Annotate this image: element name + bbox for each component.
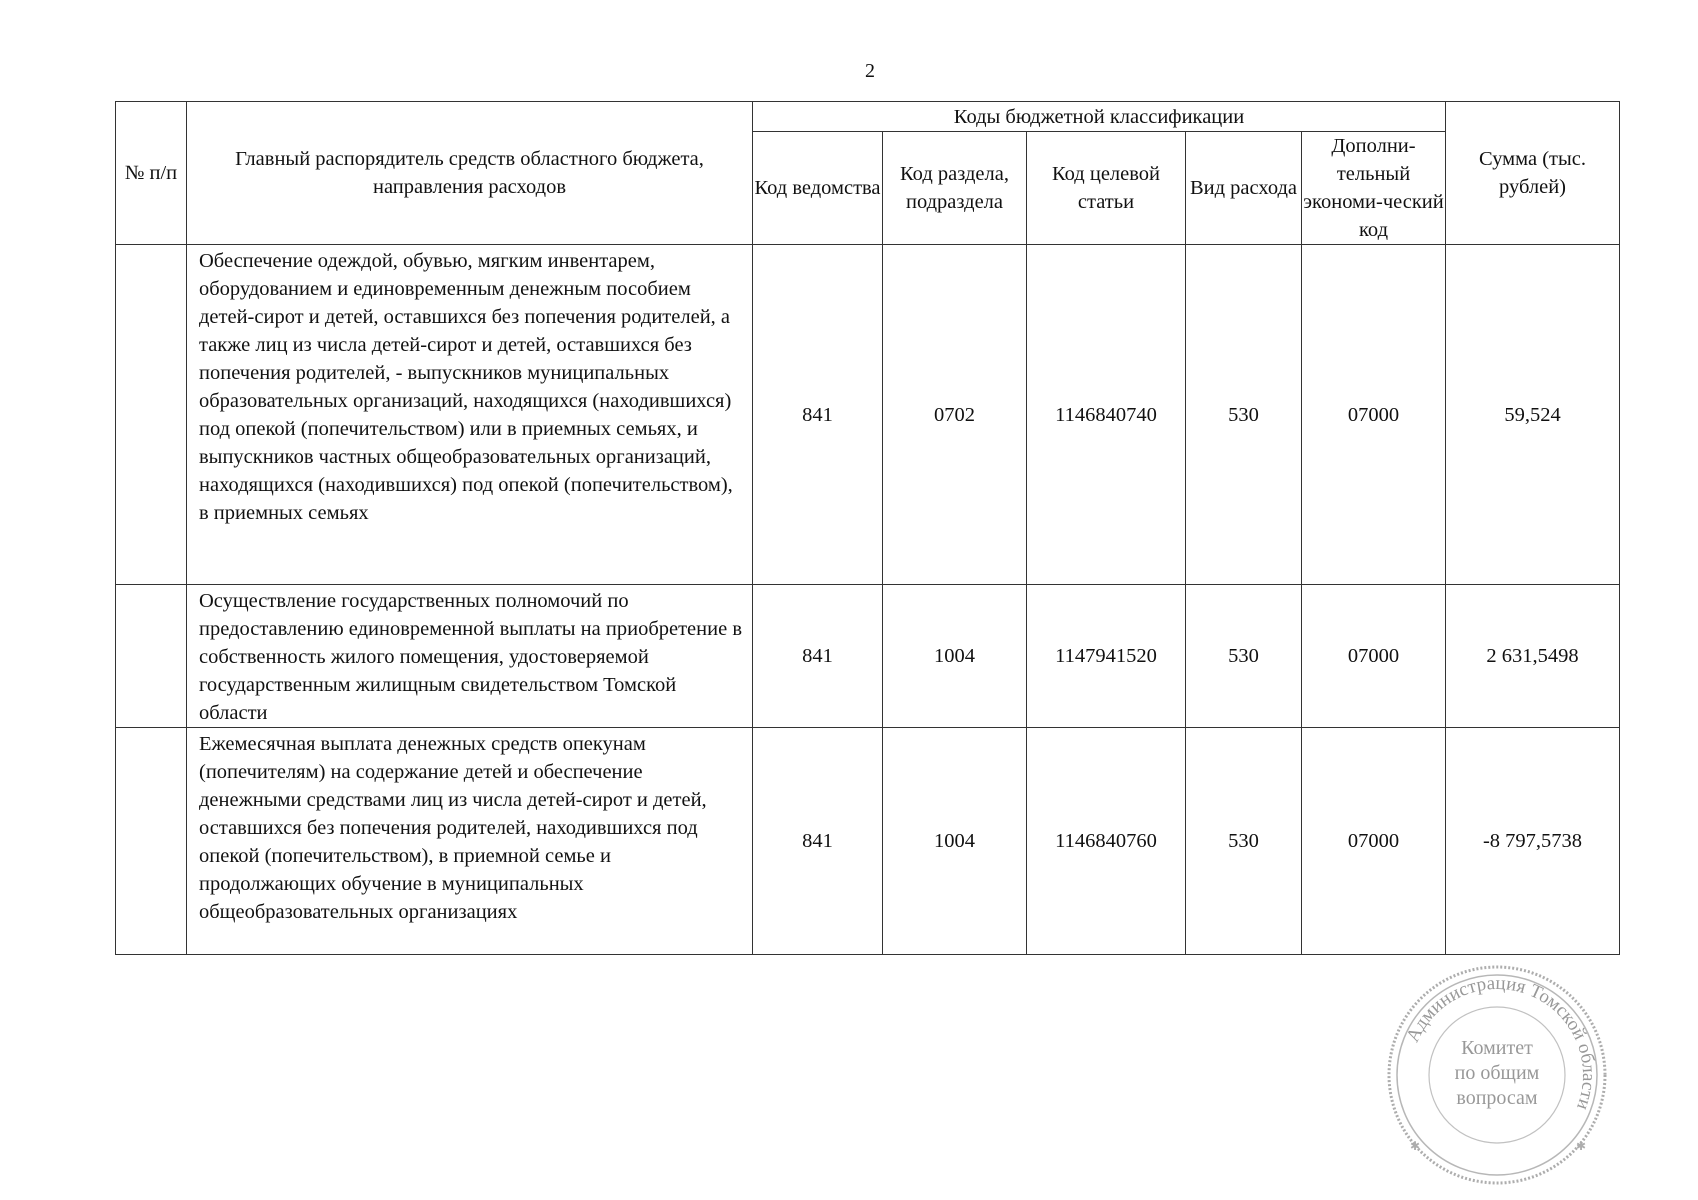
- budget-table: [115, 101, 1620, 955]
- header-num: № п/п: [116, 102, 187, 245]
- cell-sum: 2 631,5498: [1446, 585, 1620, 728]
- cell-dept-code: 841: [753, 728, 883, 955]
- table-row: [116, 728, 1620, 955]
- stamp-center-line-1: Комитет: [1461, 1037, 1533, 1059]
- cell-section-code: 1004: [883, 728, 1027, 955]
- cell-description: Обеспечение одеждой, обувью, мягким инвентарем, оборудованием и единовременным денежным пособием детей-сирот и детей, оставшихся без попечения родителей, а также лиц из числа детей-сирот и детей, оставшихся без попечения родителей, - выпускников муниципальных образовательных организаций, находящихся (находившихся) под опекой (попечительством) или в приемных семьях, и выпускников частных общеобразовательных организаций, находящихся (находившихся) под опекой (попечительством), в приемных семьях: [187, 245, 753, 585]
- cell-target-code: 1146840760: [1027, 728, 1186, 955]
- cell-sum: 59,524: [1446, 245, 1620, 585]
- cell-description: Ежемесячная выплата денежных средств опекунам (попечителям) на содержание детей и обеспечение денежными средствами лиц из числа детей-сирот и детей, оставшихся без попечения родителей, находившихся под опекой (попечительством), в приемной семье и продолжающих обучение в муниципальных общеобразовательных организациях: [187, 728, 753, 955]
- header-target-code: Код целевой статьи: [1027, 132, 1186, 245]
- cell-expense-type: 530: [1186, 728, 1302, 955]
- cell-expense-type: 530: [1186, 585, 1302, 728]
- cell-econ-code: 07000: [1302, 245, 1446, 585]
- cell-dept-code: 841: [753, 245, 883, 585]
- header-section-code: Код раздела, подраздела: [883, 132, 1027, 245]
- official-stamp: [1382, 960, 1612, 1190]
- table-row: [116, 245, 1620, 585]
- stamp-ring-text: Администрация Томской области: [1402, 972, 1600, 1113]
- cell-dept-code: 841: [753, 585, 883, 728]
- cell-num: [116, 245, 187, 585]
- stamp-center-line-2: по общим: [1454, 1062, 1540, 1084]
- page-number: 2: [865, 60, 875, 82]
- cell-section-code: 0702: [883, 245, 1027, 585]
- cell-num: [116, 728, 187, 955]
- cell-target-code: 1147941520: [1027, 585, 1186, 728]
- header-row: [116, 102, 1620, 132]
- cell-section-code: 1004: [883, 585, 1027, 728]
- header-main: Главный распорядитель средств областного бюджета, направления расходов: [187, 102, 753, 245]
- stamp-star-left-icon: ✱: [1410, 1139, 1421, 1153]
- cell-num: [116, 585, 187, 728]
- stamp-center-line-3: вопросам: [1456, 1087, 1538, 1109]
- stamp-star-right-icon: ✱: [1576, 1139, 1587, 1153]
- cell-econ-code: 07000: [1302, 585, 1446, 728]
- cell-econ-code: 07000: [1302, 728, 1446, 955]
- cell-description: Осуществление государственных полномочий по предоставлению единовременной выплаты на приобретение в собственность жилого помещения, удостоверяемой государственным жилищным свидетельством Томской области: [187, 585, 753, 728]
- cell-expense-type: 530: [1186, 245, 1302, 585]
- header-econ-code: Дополни-тельный экономи-ческий код: [1302, 132, 1446, 245]
- table-row: [116, 585, 1620, 728]
- header-codes-group: Коды бюджетной классификации: [753, 102, 1446, 132]
- cell-sum: -8 797,5738: [1446, 728, 1620, 955]
- cell-target-code: 1146840740: [1027, 245, 1186, 585]
- header-expense-type: Вид расхода: [1186, 132, 1302, 245]
- header-sum: Сумма (тыс. рублей): [1446, 102, 1620, 245]
- header-dept-code: Код ведомства: [753, 132, 883, 245]
